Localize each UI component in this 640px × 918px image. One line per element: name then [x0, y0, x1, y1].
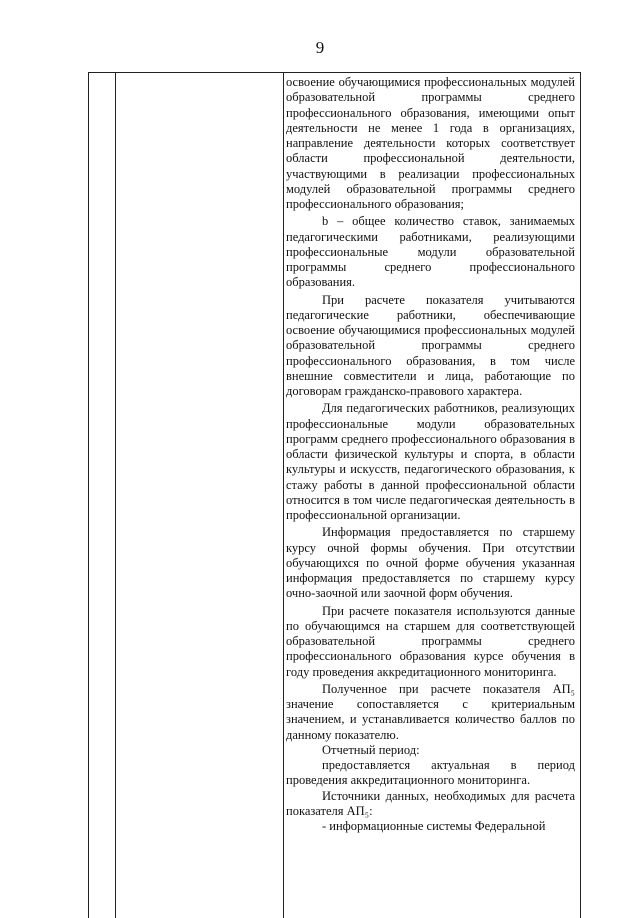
document-table: [88, 72, 581, 918]
paragraph: - информационные системы Федеральной: [322, 819, 546, 833]
column-divider: [115, 73, 116, 918]
column-divider: [283, 73, 284, 918]
table-cell-text: [286, 75, 575, 834]
paragraph: Полученное при расчете показателя АП₅ значение сопоставляется с критериальным значением, и устанавливается количество баллов по данному показателю.: [286, 681, 575, 742]
paragraph: освоение обучающимися профессиональных модулей образовательной программы среднего профессионального образования, имеющими опыт деятельности не менее 1 года в организациях, направление деятельности которых соответствует области профессиональной деятельности, участвующими в реализации профессиональных модулей образовательной программы среднего профессионального образования;: [286, 75, 575, 211]
paragraph: Для педагогических работников, реализующих профессиональные модули образовательных программ среднего профессионального образования в области физической культуры и спорта, в области культуры и искусств, педагогического образования, к стажу работы в данной профессиональной области относится в том числе педагогическая деятельность в профессиональной организации.: [286, 401, 575, 522]
paragraph: При расчете показателя учитываются педагогические работники, обеспечивающие освоение обучающимися профессиональных модулей образовательной программы среднего профессионального образования, в том числе внешние совместители и лица, работающие по договорам гражданско-правового характера.: [286, 292, 575, 398]
paragraph: При расчете показателя используются данные по обучающимся на старшем для соответствующей образовательной программы среднего профессионального образования курсе обучения в году проведения аккредитационного мониторинга.: [286, 603, 575, 679]
paragraph: предоставляется актуальная в период проведения аккредитационного мониторинга.: [286, 758, 575, 788]
paragraph: Источники данных, необходимых для расчета показателя АП₅:: [286, 788, 575, 818]
page-number: 9: [315, 38, 325, 57]
paragraph: b – общее количество ставок, занимаемых педагогическими работниками, реализующими профессиональные модули образовательной программы среднего профессионального образования.: [286, 214, 575, 290]
paragraph: Информация предоставляется по старшему курсу очной формы обучения. При отсутствии обучающихся по очной форме обучения указанная информация предоставляется по старшему курсу очно-заочной или заочной форм обучения.: [286, 525, 575, 601]
paragraph: Отчетный период:: [322, 742, 420, 757]
